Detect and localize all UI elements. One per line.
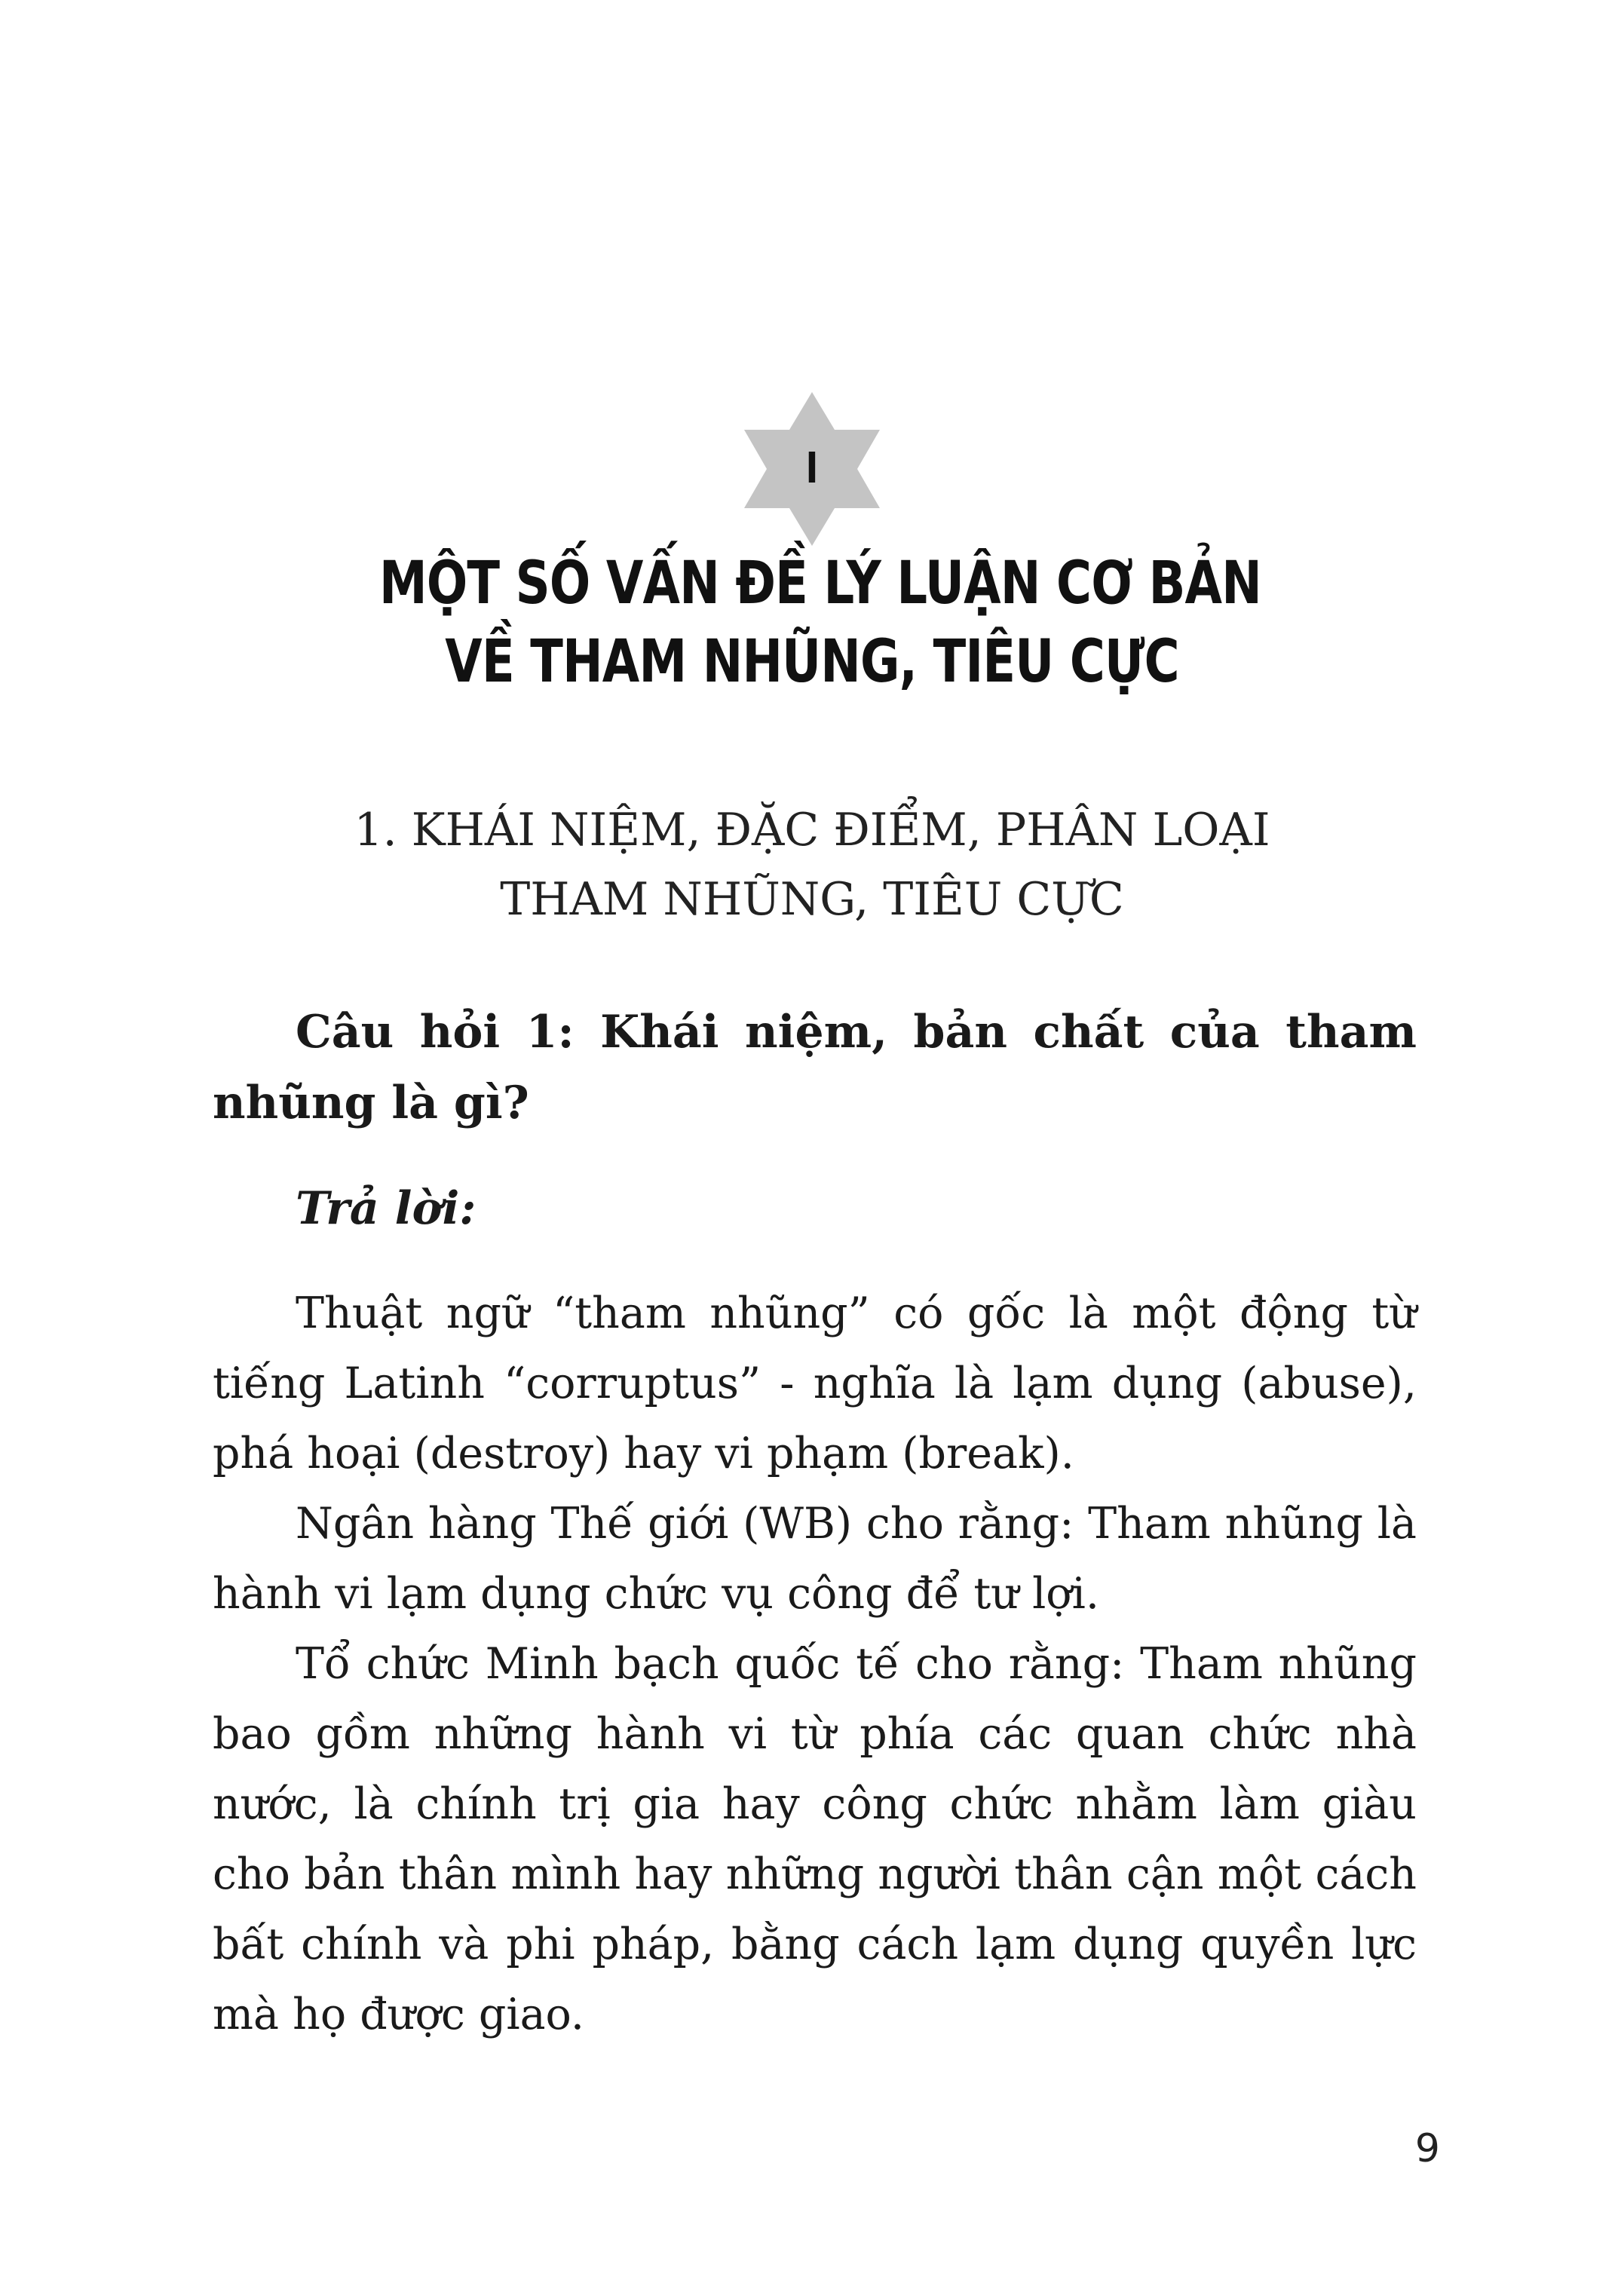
paragraph: Ngân hàng Thế giới (WB) cho rằng: Tham nhũng là hành vi lạm dụng chức vụ công để tư lợi. [213,1499,1417,1619]
chapter-badge [737,386,887,552]
paragraph: Tổ chức Minh bạch quốc tế cho rằng: Tham nhũng bao gồm những hành vi từ phía các quan chức nhà nước, là chính trị gia hay công chức nhằm làm giàu cho bản thân mình hay những người thân cận một cách bất chính và phi pháp, bằng cách lạm dụng quyền lực mà họ được giao. [213,1639,1417,2039]
question-heading: Câu hỏi 1: Khái niệm, bản chất của tham nhũng là gì? [213,1006,1417,1129]
section-title-line-1: 1. KHÁI NIỆM, ĐẶC ĐIỂM, PHÂN LOẠI [354,804,1270,856]
section-title [284,795,1340,934]
chapter-title [379,544,1261,701]
answer-label: Trả lời: [296,1182,476,1235]
chapter-numeral: I [805,444,819,493]
chapter-title-line-2: VỀ THAM NHŨNG, TIÊU CỰC [445,628,1179,696]
chapter-title-line-1: MỘT SỐ VẤN ĐỀ LÝ LUẬN CƠ BẢN [379,550,1261,617]
paragraph: Thuật ngữ “tham nhũng” có gốc là một động từ tiếng Latinh “corruptus” - nghĩa là lạm dụng (abuse), phá hoại (destroy) hay vi phạm (break). [213,1288,1417,1478]
section-title-line-2: THAM NHŨNG, TIÊU CỰC [500,873,1124,926]
page-number: 9 [1414,2126,1440,2171]
answer-body [213,1279,1417,2050]
